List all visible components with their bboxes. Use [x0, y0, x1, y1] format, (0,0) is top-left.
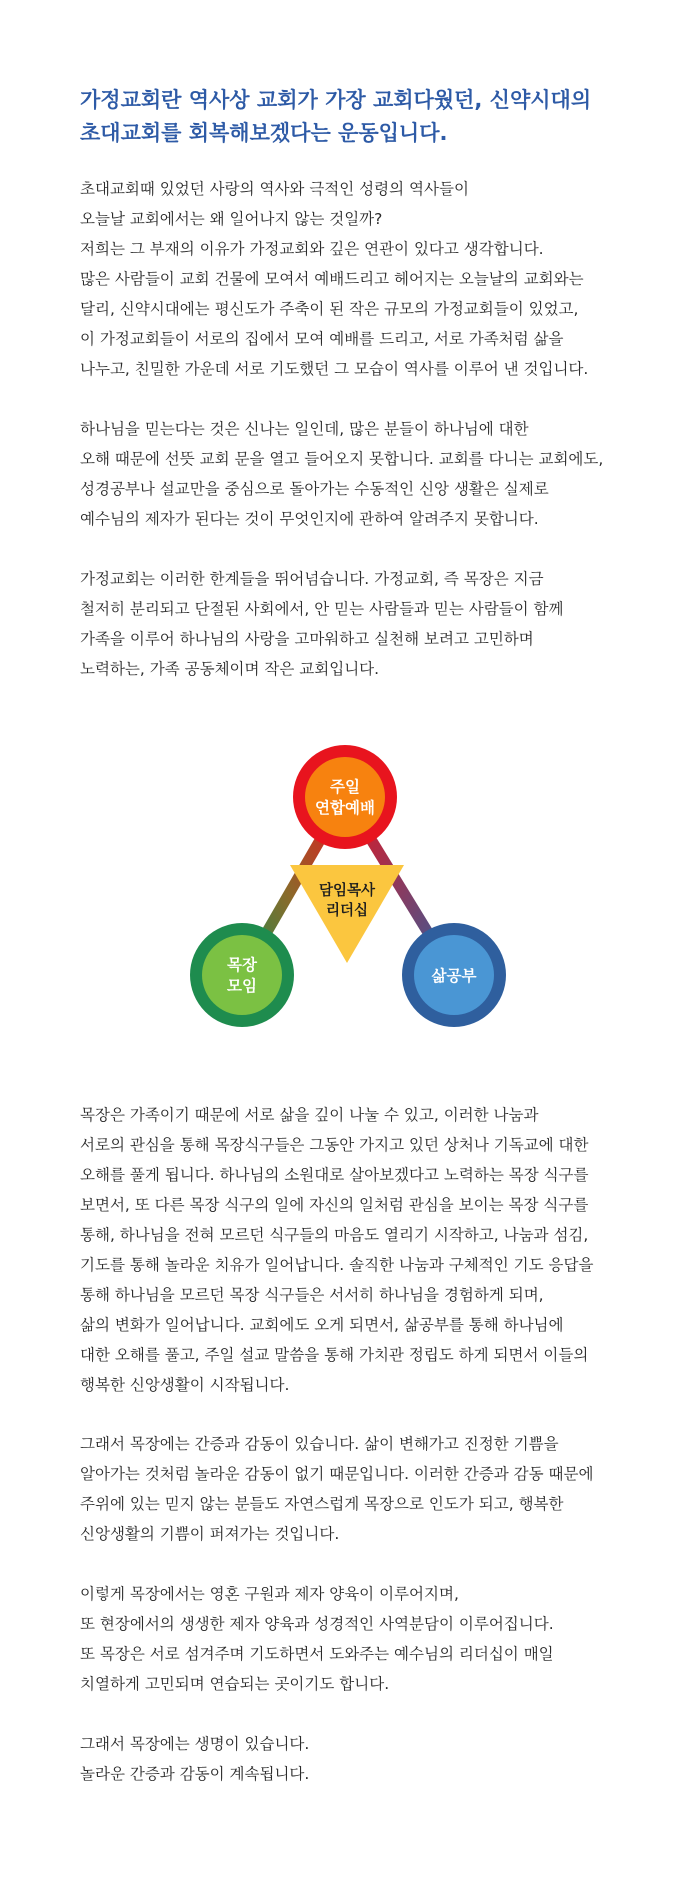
node-fill: [305, 757, 385, 837]
text-line: 많은 사람들이 교회 건물에 모여서 예배드리고 헤어지는 오늘날의 교회와는: [80, 270, 584, 288]
paragraph-closing: [80, 1729, 665, 1789]
text-line: 달리, 신약시대에는 평신도가 주축이 된 작은 규모의 가정교회들이 있었고,: [80, 300, 579, 318]
text-line: 신앙생활의 기쁨이 퍼져가는 것입니다.: [80, 1525, 340, 1543]
text-line: 알아가는 것처럼 놀라운 감동이 없기 때문입니다. 이러한 간증과 감동 때문에: [80, 1465, 594, 1483]
text-line: 대한 오해를 풀고, 주일 설교 말씀을 통해 가치관 정립도 하게 되면서 이들의: [80, 1346, 589, 1364]
text-line: 주위에 있는 믿지 않는 분들도 자연스럽게 목장으로 인도가 되고, 행복한: [80, 1495, 564, 1513]
text-line: 초대교회때 있었던 사랑의 역사와 극적인 성령의 역사들이: [80, 180, 469, 198]
node-label-line1: 주일: [330, 778, 360, 796]
headline-line: 가정교회란 역사상 교회가 가장 교회다웠던, 신약시대의: [80, 88, 592, 112]
text-line: 철저히 분리되고 단절된 사회에서, 안 믿는 사람들과 믿는 사람들이 함께: [80, 600, 564, 618]
text-line: 통해, 하나님을 전혀 모르던 식구들의 마음도 열리기 시작하고, 나눔과 섬김,: [80, 1226, 589, 1244]
node-label-line2: 모임: [227, 977, 257, 995]
center-label-line2: 리더십: [325, 903, 369, 919]
paragraph-intro: [80, 174, 665, 384]
text-line: 또 현장에서의 생생한 제자 양육과 성경적인 사역분담이 이루어집니다.: [80, 1615, 554, 1633]
node-sunday-worship: [293, 745, 397, 849]
text-line: 서로의 관심을 통해 목장식구들은 그동안 가지고 있던 상처나 기독교에 대한: [80, 1136, 589, 1154]
text-line: 성경공부나 설교만을 중심으로 돌아가는 수동적인 신앙 생활은 실제로: [80, 480, 549, 498]
text-line: 오늘날 교회에서는 왜 일어나지 않는 것일까?: [80, 210, 383, 228]
text-line: 통해 하나님을 모르던 목장 식구들은 서서히 하나님을 경험하게 되며,: [80, 1286, 544, 1304]
house-church-triangle-diagram: [180, 735, 520, 1055]
paragraph-mokjang-family: [80, 1100, 665, 1400]
paragraph-discipleship: [80, 1579, 665, 1699]
text-line: 예수님의 제자가 된다는 것이 무엇인지에 관하여 알려주지 못합니다.: [80, 510, 539, 528]
text-line: 하나님을 믿는다는 것은 신나는 일인데, 많은 분들이 하나님에 대한: [80, 420, 529, 438]
headline: [80, 84, 660, 150]
text-line: 가족을 이루어 하나님의 사랑을 고마워하고 실천해 보려고 고민하며: [80, 630, 534, 648]
node-fill: [202, 935, 282, 1015]
text-line: 보면서, 또 다른 목장 식구의 일에 자신의 일처럼 관심을 보이는 목장 식구를: [80, 1196, 589, 1214]
text-line: 가정교회는 이러한 한계들을 뛰어넘습니다. 가정교회, 즉 목장은 지금: [80, 570, 544, 588]
text-line: 목장은 가족이기 때문에 서로 삶을 깊이 나눌 수 있고, 이러한 나눔과: [80, 1106, 539, 1124]
text-line: 삶의 변화가 일어납니다. 교회에도 오게 되면서, 삶공부를 통해 하나님에: [80, 1316, 564, 1334]
node-label-line2: 연합예배: [315, 799, 375, 817]
text-line: 저희는 그 부재의 이유가 가정교회와 깊은 연관이 있다고 생각합니다.: [80, 240, 544, 258]
text-line: 노력하는, 가족 공동체이며 작은 교회입니다.: [80, 660, 380, 678]
paragraph-testimony: [80, 1429, 665, 1549]
text-line: 오해를 풀게 됩니다. 하나님의 소원대로 살아보겠다고 노력하는 목장 식구를: [80, 1166, 589, 1184]
text-line: 놀라운 간증과 감동이 계속됩니다.: [80, 1765, 310, 1783]
node-label: 삶공부: [431, 967, 477, 985]
headline-line: 초대교회를 회복해보겠다는 운동입니다.: [80, 121, 448, 145]
paragraph-house-church: [80, 564, 665, 684]
text-line: 오해 때문에 선뜻 교회 문을 열고 들어오지 못합니다. 교회를 다니는 교회에도,: [80, 450, 604, 468]
center-label-line1: 담임목사: [318, 883, 376, 899]
text-line: 이 가정교회들이 서로의 집에서 모여 예배를 드리고, 서로 가족처럼 삶을: [80, 330, 564, 348]
text-line: 그래서 목장에는 간증과 감동이 있습니다. 삶이 변해가고 진정한 기쁨을: [80, 1435, 559, 1453]
node-life-study: [402, 923, 506, 1027]
node-label-line1: 목장: [227, 956, 257, 974]
node-mokjang-meeting: [190, 923, 294, 1027]
text-line: 치열하게 고민되며 연습되는 곳이기도 합니다.: [80, 1675, 390, 1693]
text-line: 나누고, 친밀한 가운데 서로 기도했던 그 모습이 역사를 이루어 낸 것입니다.: [80, 360, 589, 378]
text-line: 그래서 목장에는 생명이 있습니다.: [80, 1735, 310, 1753]
text-line: 또 목장은 서로 섬겨주며 기도하면서 도와주는 예수님의 리더십이 매일: [80, 1645, 554, 1663]
text-line: 이렇게 목장에서는 영혼 구원과 제자 양육이 이루어지며,: [80, 1585, 459, 1603]
paragraph-misunderstanding: [80, 414, 665, 534]
text-line: 행복한 신앙생활이 시작됩니다.: [80, 1376, 290, 1394]
text-line: 기도를 통해 놀라운 치유가 일어납니다. 솔직한 나눔과 구체적인 기도 응답을: [80, 1256, 594, 1274]
